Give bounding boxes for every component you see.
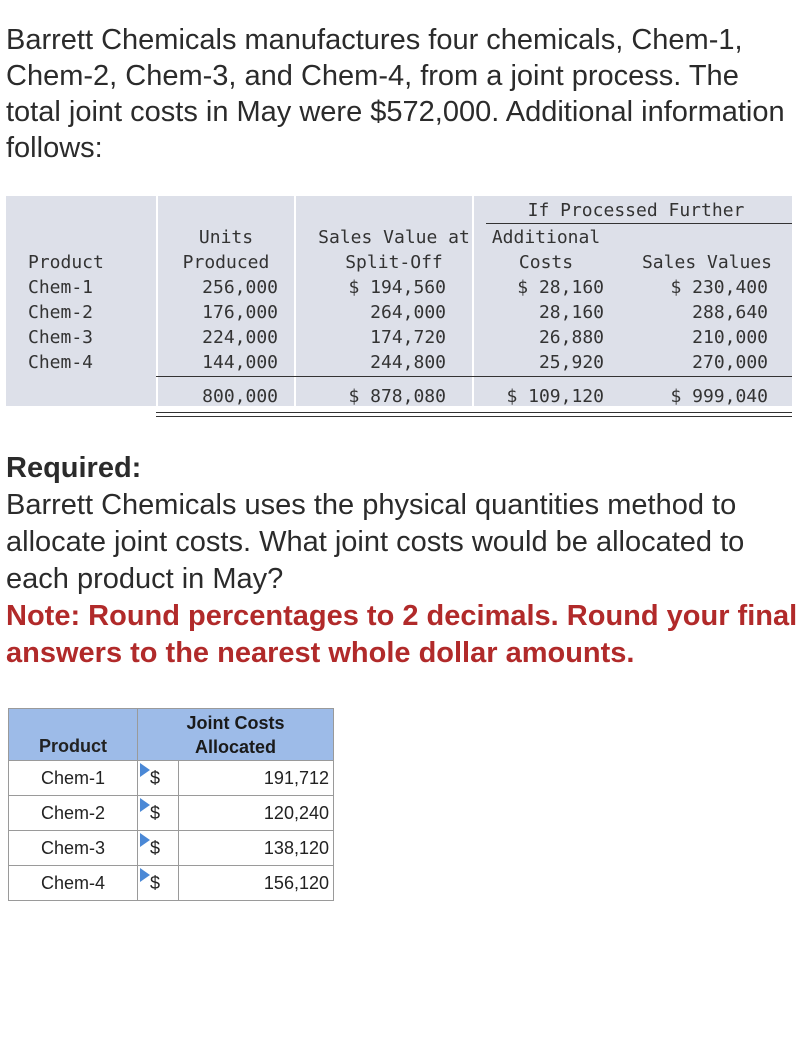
table-cell: 288,640 [692,302,768,323]
answer-costs-header-2: Allocated [194,736,277,757]
flag-icon [140,798,150,812]
answer-input[interactable]: 156,120 [179,866,334,901]
currency-symbol: $ [150,837,161,858]
total-double-rule-bottom [156,416,792,417]
group-header: If Processed Further [527,200,745,221]
group-header-rule [486,223,792,224]
split-header-1: Sales Value at [318,227,470,248]
answer-product-header-label: Product [38,736,107,756]
table-cell: 224,000 [202,327,278,348]
costs-header-1: Additional [491,227,601,248]
answer-product-header [9,709,138,761]
product-header: Product [28,252,104,273]
total-double-rule-top [156,412,792,413]
answer-costs-header [138,709,334,761]
total-cell: $ 999,040 [670,386,768,407]
required-text: Barrett Chemicals uses the physical quantities method to allocate joint costs. What joint costs would be allocated to each product in May? [6,489,745,595]
table-cell: $ 230,400 [670,277,768,298]
rounding-note: Note: Round percentages to 2 decimals. Round your final answers to the nearest whole dollar amounts. [6,600,798,669]
table-cell: 210,000 [692,327,768,348]
answer-table [8,708,334,901]
table-cell: 28,160 [538,302,604,323]
table-cell: 270,000 [692,352,768,373]
column-divider [294,196,296,406]
currency-cell [138,831,179,866]
total-cell: 800,000 [202,386,278,407]
currency-symbol: $ [150,802,161,823]
table-cell: 174,720 [370,327,446,348]
answer-product: Chem-2 [9,796,138,831]
currency-symbol: $ [150,872,161,893]
table-row [9,796,334,831]
required-section [6,450,802,672]
table-cell: 256,000 [202,277,278,298]
table-cell: Chem-1 [28,277,94,298]
answer-costs-header-1: Joint Costs [186,712,285,733]
table-cell: 25,920 [538,352,604,373]
required-heading: Required: [6,452,142,484]
flag-icon [140,868,150,882]
table-cell: 26,880 [538,327,604,348]
table-cell: Chem-3 [28,327,94,348]
table-cell: 144,000 [202,352,278,373]
sales-header: Sales Values [641,252,773,273]
total-cell: $ 878,080 [348,386,446,407]
table-cell: Chem-4 [28,352,94,373]
table-cell: Chem-2 [28,302,94,323]
answer-input[interactable]: 138,120 [179,831,334,866]
costs-header-2: Costs [518,252,574,273]
table-cell: 176,000 [202,302,278,323]
total-cell: $ 109,120 [506,386,604,407]
answer-product: Chem-3 [9,831,138,866]
table-cell: 244,800 [370,352,446,373]
answer-product: Chem-4 [9,866,138,901]
answer-input[interactable]: 191,712 [179,761,334,796]
table-row [9,866,334,901]
currency-cell [138,796,179,831]
currency-cell [138,866,179,901]
split-header-2: Split-Off [345,252,443,273]
currency-cell [138,761,179,796]
answer-product: Chem-1 [9,761,138,796]
subtotal-rule [156,376,792,377]
table-cell: 264,000 [370,302,446,323]
currency-symbol: $ [150,767,161,788]
table-cell: $ 194,560 [348,277,446,298]
units-header-1: Units [198,227,254,248]
problem-intro: Barrett Chemicals manufactures four chemicals, Chem-1, Chem-2, Chem-3, and Chem-4, from a joint process. The total joint costs in May were $572,000. Additional information follows: [6,24,785,164]
table-cell: $ 28,160 [517,277,604,298]
units-header-2: Produced [182,252,270,273]
flag-icon [140,763,150,777]
table-row [9,831,334,866]
answer-input[interactable]: 120,240 [179,796,334,831]
table-row [9,761,334,796]
flag-icon [140,833,150,847]
